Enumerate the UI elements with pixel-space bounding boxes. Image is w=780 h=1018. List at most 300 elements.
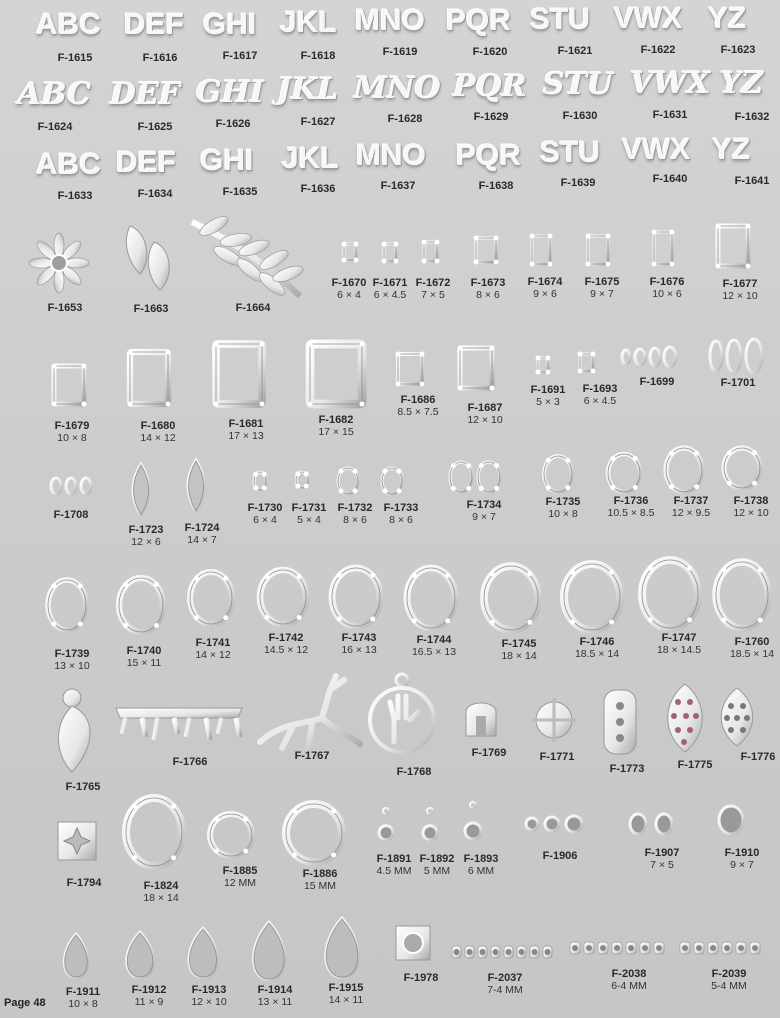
item-label-f-1626: [188, 118, 278, 130]
item-size: 14 × 12: [195, 649, 231, 661]
item-code: F-1681: [228, 418, 264, 430]
item-code: F-1625: [137, 121, 173, 133]
item-size: 12 × 9.5: [671, 507, 711, 519]
item-size: 14.5 × 12: [263, 644, 309, 656]
item-label-f-1638: [451, 180, 541, 192]
setting-f-1736: [604, 450, 644, 496]
letter-charm-f-1619: MNO: [355, 4, 425, 37]
charm-f-1768: [366, 672, 438, 760]
item-code: F-1708: [53, 509, 89, 521]
item-label-f-1641: [707, 175, 780, 187]
item-code: F-1723: [128, 524, 164, 536]
item-code: F-1682: [318, 414, 354, 426]
setting-f-1701: [704, 336, 768, 376]
item-label-f-1907: [617, 847, 707, 871]
item-size: 18 × 14: [143, 892, 179, 904]
item-label-f-1629: [446, 111, 536, 123]
item-code: F-1736: [613, 495, 649, 507]
item-size: 11 × 9: [134, 996, 164, 1008]
item-size: 12 × 10: [733, 507, 769, 519]
charm-f-1765: [46, 686, 98, 776]
letter-charm-f-1621: STU: [530, 3, 590, 36]
setting-f-1907: [624, 808, 680, 838]
item-size: 18.5 × 14: [574, 648, 620, 660]
item-code: F-1738: [733, 495, 769, 507]
setting-f-1693: [576, 350, 597, 375]
item-size: 9 × 6: [533, 288, 557, 300]
item-label-f-1617: [195, 50, 285, 62]
item-code: F-1676: [649, 276, 685, 288]
setting-f-1686: [394, 350, 426, 388]
item-size: 18 × 14.5: [656, 644, 702, 656]
letter-charm-f-1631: VWX: [630, 66, 711, 101]
item-code: F-1632: [734, 111, 770, 123]
item-code: F-1913: [191, 984, 227, 996]
item-code: F-1619: [382, 46, 418, 58]
item-code: F-1733: [383, 502, 419, 514]
item-size: 5-4 MM: [711, 980, 747, 992]
setting-f-1734-b: [474, 458, 504, 496]
charm-f-1766: [112, 698, 246, 742]
item-label-f-1776: [713, 751, 780, 763]
item-label-f-1978: [376, 972, 466, 984]
setting-f-1906: [520, 808, 586, 838]
item-size: 12 × 6: [131, 536, 161, 548]
setting-f-1891: [376, 806, 396, 846]
item-code: F-1699: [639, 376, 675, 388]
setting-f-1738: [720, 444, 764, 492]
letter-charm-f-1640: VWX: [622, 133, 691, 166]
setting-f-2037: [448, 940, 560, 966]
setting-f-1733: [378, 464, 406, 498]
item-code: F-1730: [247, 502, 283, 514]
setting-f-1732: [334, 464, 362, 498]
item-code: F-1624: [37, 121, 73, 133]
item-code: F-1626: [215, 118, 251, 130]
item-size: 12 × 10: [467, 414, 503, 426]
item-code: F-1631: [652, 109, 688, 121]
setting-f-1674: [528, 232, 554, 268]
setting-f-1734: [446, 458, 476, 496]
item-code: F-1769: [471, 747, 507, 759]
item-size: 12 × 10: [191, 996, 227, 1008]
item-size: 17 × 15: [318, 426, 354, 438]
item-code: F-1773: [609, 763, 645, 775]
letter-charm-f-1624: ABC: [18, 77, 92, 112]
item-label-f-1677: [695, 278, 780, 302]
charm-f-1653: [26, 230, 92, 296]
item-size: 15 MM: [303, 880, 337, 892]
letter-charm-f-1617: GHI: [203, 8, 257, 41]
item-code: F-1618: [300, 50, 336, 62]
setting-f-1724: [182, 458, 210, 514]
item-code: F-1742: [268, 632, 304, 644]
setting-f-1742: [256, 566, 310, 628]
item-code: F-1679: [54, 420, 90, 432]
item-label-f-1760: [707, 636, 780, 660]
item-code: F-1636: [300, 183, 336, 195]
item-code: F-1893: [463, 853, 499, 865]
item-label-f-1627: [273, 116, 363, 128]
item-size: 6 MM: [467, 865, 495, 877]
letter-charm-f-1626: GHI: [196, 75, 264, 110]
item-label-f-1701: [693, 377, 780, 389]
letter-charm-f-1618: JKL: [280, 6, 337, 39]
charm-f-1664: [184, 212, 308, 302]
item-code: F-1687: [467, 402, 503, 414]
setting-f-1893: [462, 800, 484, 846]
item-code: F-1911: [65, 986, 101, 998]
item-code: F-1635: [222, 186, 258, 198]
item-code: F-1638: [478, 180, 514, 192]
letter-charm-f-1632: YZ: [720, 66, 764, 101]
item-size: 6 × 4: [337, 289, 361, 301]
item-label-f-1768: [369, 766, 459, 778]
item-label-f-2038: [584, 968, 674, 992]
item-code: F-1670: [331, 277, 367, 289]
item-code: F-1768: [396, 766, 432, 778]
item-size: 10 × 8: [57, 432, 87, 444]
item-size: 6-4 MM: [611, 980, 647, 992]
item-size: 17 × 13: [228, 430, 264, 442]
letter-charm-f-1638: PQR: [456, 139, 522, 172]
charm-f-1767: [252, 672, 362, 752]
setting-f-1682: [306, 340, 366, 408]
letter-charm-f-1633: ABC: [36, 148, 101, 181]
item-label-f-1616: [115, 52, 205, 64]
letter-charm-f-1635: GHI: [200, 144, 254, 177]
item-label-f-1653: [20, 302, 110, 314]
item-code: F-2038: [611, 968, 647, 980]
charm-f-1978: [392, 922, 434, 964]
item-label-f-1664: [208, 302, 298, 314]
item-label-f-1639: [533, 177, 623, 189]
setting-f-1691: [534, 354, 552, 376]
item-code: F-1627: [300, 116, 336, 128]
item-code: F-1640: [652, 173, 688, 185]
item-code: F-1616: [142, 52, 178, 64]
item-label-f-1640: [625, 173, 715, 185]
item-code: F-1653: [47, 302, 83, 314]
item-code: F-1906: [542, 850, 578, 862]
charm-f-1794: [54, 818, 100, 864]
item-code: F-2037: [487, 972, 523, 984]
item-size: 5 MM: [423, 865, 451, 877]
item-code: F-1731: [291, 502, 327, 514]
item-size: 8.5 × 7.5: [397, 406, 439, 418]
item-size: 13 × 10: [54, 660, 90, 672]
item-size: 6 × 4: [253, 514, 277, 526]
item-code: F-1732: [337, 502, 373, 514]
setting-f-1910: [714, 800, 748, 840]
setting-f-1677: [714, 222, 752, 270]
charm-f-1775: [662, 682, 708, 754]
item-code: F-1701: [720, 377, 756, 389]
item-size: 18.5 × 14: [729, 648, 775, 660]
item-code: F-1771: [539, 751, 575, 763]
item-code: F-1914: [257, 984, 293, 996]
item-size: 15 × 11: [126, 657, 162, 669]
item-label-f-1630: [535, 110, 625, 122]
item-label-f-1682: [291, 414, 381, 438]
item-label-f-1619: [355, 46, 445, 58]
setting-f-1741: [186, 568, 236, 628]
item-code: F-1615: [57, 52, 93, 64]
item-label-f-2037: [460, 972, 550, 996]
item-code: F-1735: [545, 496, 581, 508]
setting-f-1824: [122, 794, 186, 870]
item-size: 9 × 7: [730, 859, 754, 871]
item-label-f-1708: [26, 509, 116, 521]
setting-f-1914: [246, 920, 292, 982]
item-label-f-1620: [445, 46, 535, 58]
item-code: F-1675: [584, 276, 620, 288]
item-code: F-1637: [380, 180, 416, 192]
item-code: F-1620: [472, 46, 508, 58]
letter-charm-f-1622: VWX: [614, 2, 683, 35]
item-label-f-1766: [145, 756, 235, 768]
item-code: F-1630: [562, 110, 598, 122]
item-code: F-1915: [328, 982, 364, 994]
item-label-f-1680: [113, 420, 203, 444]
item-label-f-1699: [612, 376, 702, 388]
item-size: 6 × 4.5: [373, 289, 407, 301]
item-code: F-1743: [341, 632, 377, 644]
item-code: F-1910: [724, 847, 760, 859]
item-label-f-2039: [684, 968, 774, 992]
item-size: 7-4 MM: [487, 984, 523, 996]
letter-charm-f-1639: STU: [540, 136, 600, 169]
item-code: F-1886: [302, 868, 338, 880]
item-label-f-1636: [273, 183, 363, 195]
setting-f-1913: [182, 926, 224, 980]
setting-f-1673: [472, 234, 500, 266]
item-code: F-1745: [501, 638, 537, 650]
setting-f-2039: [676, 936, 768, 962]
setting-f-1744: [403, 564, 459, 632]
letter-charm-f-1615: ABC: [36, 8, 101, 41]
item-size: 14 × 7: [187, 534, 217, 546]
setting-f-1731: [292, 468, 312, 492]
item-label-f-1628: [360, 113, 450, 125]
item-code: F-1912: [131, 984, 167, 996]
item-label-f-1746: [552, 636, 642, 660]
item-code: F-1747: [661, 632, 697, 644]
setting-f-1915: [318, 916, 366, 980]
item-code: F-1739: [54, 648, 90, 660]
setting-f-1730: [250, 468, 270, 494]
charm-f-1776: [716, 686, 758, 748]
item-size: 9 × 7: [590, 288, 614, 300]
item-label-f-1615: [30, 52, 120, 64]
item-label-f-1635: [195, 186, 285, 198]
charm-f-1771: [526, 692, 582, 748]
item-size: 5 × 4: [297, 514, 321, 526]
item-code: F-1891: [376, 853, 412, 865]
item-size: 8 × 6: [343, 514, 367, 526]
item-label-f-1734: [439, 499, 529, 523]
setting-f-1885: [206, 810, 256, 860]
item-code: F-1663: [133, 303, 169, 315]
item-label-f-1744: [389, 634, 479, 658]
setting-f-1739: [44, 576, 90, 634]
item-label-f-1624: [10, 121, 100, 133]
item-code: F-1744: [416, 634, 452, 646]
setting-f-1747: [638, 556, 702, 632]
item-code: F-1824: [143, 880, 179, 892]
item-size: 8 × 6: [476, 289, 500, 301]
item-label-f-1765: [38, 781, 128, 793]
item-code: F-1892: [419, 853, 455, 865]
setting-f-1886: [282, 800, 346, 866]
item-label-f-1733: [356, 502, 446, 526]
item-code: F-1641: [734, 175, 770, 187]
setting-f-1687: [456, 344, 496, 392]
item-code: F-1671: [372, 277, 408, 289]
setting-f-1911: [58, 932, 94, 980]
item-size: 12 MM: [223, 877, 257, 889]
item-code: F-1885: [222, 865, 258, 877]
item-label-f-1893: [436, 853, 526, 877]
item-label-f-1634: [110, 188, 200, 200]
item-code: F-1775: [677, 759, 713, 771]
letter-charm-f-1616: DEF: [124, 8, 184, 41]
setting-f-2038: [566, 936, 672, 962]
charm-f-1663: [118, 222, 178, 294]
item-size: 10 × 8: [68, 998, 98, 1010]
setting-f-1699: [618, 344, 678, 370]
item-size: 14 × 11: [328, 994, 364, 1006]
setting-f-1708: [48, 476, 94, 496]
setting-f-1740: [115, 574, 167, 636]
item-code: F-1766: [172, 756, 208, 768]
item-code: F-1664: [235, 302, 271, 314]
setting-f-1676: [650, 228, 676, 268]
item-code: F-1672: [415, 277, 451, 289]
setting-f-1735: [540, 452, 576, 496]
setting-f-1681: [212, 340, 266, 408]
letter-charm-f-1628: MNO: [354, 71, 441, 106]
item-label-f-1910: [697, 847, 780, 871]
item-code: F-1677: [722, 278, 758, 290]
item-code: F-1978: [403, 972, 439, 984]
item-label-f-1623: [693, 44, 780, 56]
item-size: 6 × 4.5: [583, 395, 617, 407]
item-label-f-1633: [30, 190, 120, 202]
setting-f-1745: [480, 562, 542, 634]
item-label-f-1771: [512, 751, 602, 763]
item-size: 18 × 14: [501, 650, 537, 662]
item-size: 10 × 8: [548, 508, 578, 520]
letter-charm-f-1623: YZ: [708, 2, 747, 35]
item-code: F-1760: [734, 636, 770, 648]
item-code: F-1686: [400, 394, 436, 406]
item-code: F-1673: [470, 277, 506, 289]
item-code: F-1639: [560, 177, 596, 189]
item-code: F-1734: [466, 499, 502, 511]
letter-charm-f-1630: STU: [543, 67, 614, 102]
item-label-f-1767: [267, 750, 357, 762]
item-label-f-1622: [613, 44, 703, 56]
item-code: F-1628: [387, 113, 423, 125]
setting-f-1675: [584, 232, 612, 268]
item-code: F-1740: [126, 645, 162, 657]
setting-f-1679: [50, 362, 88, 408]
item-label-f-1625: [110, 121, 200, 133]
item-size: 16.5 × 13: [411, 646, 457, 658]
item-code: F-1737: [673, 495, 709, 507]
item-size: 9 × 7: [472, 511, 496, 523]
letter-charm-f-1620: PQR: [446, 4, 512, 37]
item-size: 10.5 × 8.5: [607, 507, 655, 519]
letter-charm-f-1641: YZ: [712, 133, 751, 166]
charm-f-1769: [460, 696, 502, 738]
item-code: F-1621: [557, 45, 593, 57]
item-label-f-1681: [201, 418, 291, 442]
setting-f-1892: [420, 806, 440, 846]
setting-f-1760: [712, 558, 772, 632]
item-label-f-1824: [116, 880, 206, 904]
item-size: 13 × 11: [257, 996, 293, 1008]
item-code: F-1794: [66, 877, 102, 889]
item-size: 5 × 3: [536, 396, 560, 408]
item-size: 14 × 12: [140, 432, 176, 444]
item-code: F-1633: [57, 190, 93, 202]
item-code: F-1617: [222, 50, 258, 62]
setting-f-1723: [127, 462, 155, 518]
setting-f-1670: [340, 240, 360, 264]
item-label-f-1621: [530, 45, 620, 57]
item-code: F-1674: [527, 276, 563, 288]
item-size: 10 × 6: [652, 288, 682, 300]
item-code: F-1634: [137, 188, 173, 200]
item-label-f-1637: [353, 180, 443, 192]
letter-charm-f-1629: PQR: [453, 69, 527, 104]
item-label-f-1632: [707, 111, 780, 123]
item-size: 8 × 6: [389, 514, 413, 526]
item-label-f-1885: [195, 865, 285, 889]
item-label-f-1906: [515, 850, 605, 862]
letter-charm-f-1637: MNO: [356, 139, 426, 172]
item-code: F-1741: [195, 637, 231, 649]
item-size: 7 × 5: [650, 859, 674, 871]
item-size: 4.5 MM: [376, 865, 412, 877]
item-code: F-1680: [140, 420, 176, 432]
item-code: F-1765: [65, 781, 101, 793]
item-code: F-1746: [579, 636, 615, 648]
item-code: F-1907: [644, 847, 680, 859]
letter-charm-f-1636: JKL: [282, 142, 339, 175]
item-size: 12 × 10: [722, 290, 758, 302]
setting-f-1743: [328, 564, 384, 630]
item-label-f-1663: [106, 303, 196, 315]
letter-charm-f-1627: JKL: [277, 72, 339, 107]
setting-f-1671: [380, 240, 400, 265]
item-label-f-1618: [273, 50, 363, 62]
setting-f-1746: [560, 560, 624, 634]
letter-charm-f-1625: DEF: [110, 77, 181, 112]
letter-charm-f-1634: DEF: [116, 146, 176, 179]
item-code: F-2039: [711, 968, 747, 980]
item-code: F-1776: [740, 751, 776, 763]
item-code: F-1767: [294, 750, 330, 762]
item-code: F-1622: [640, 44, 676, 56]
item-code: F-1629: [473, 111, 509, 123]
item-label-f-1745: [474, 638, 564, 662]
page-number: Page 48: [4, 997, 46, 1009]
item-size: 7 × 5: [421, 289, 445, 301]
item-code: F-1691: [530, 384, 566, 396]
